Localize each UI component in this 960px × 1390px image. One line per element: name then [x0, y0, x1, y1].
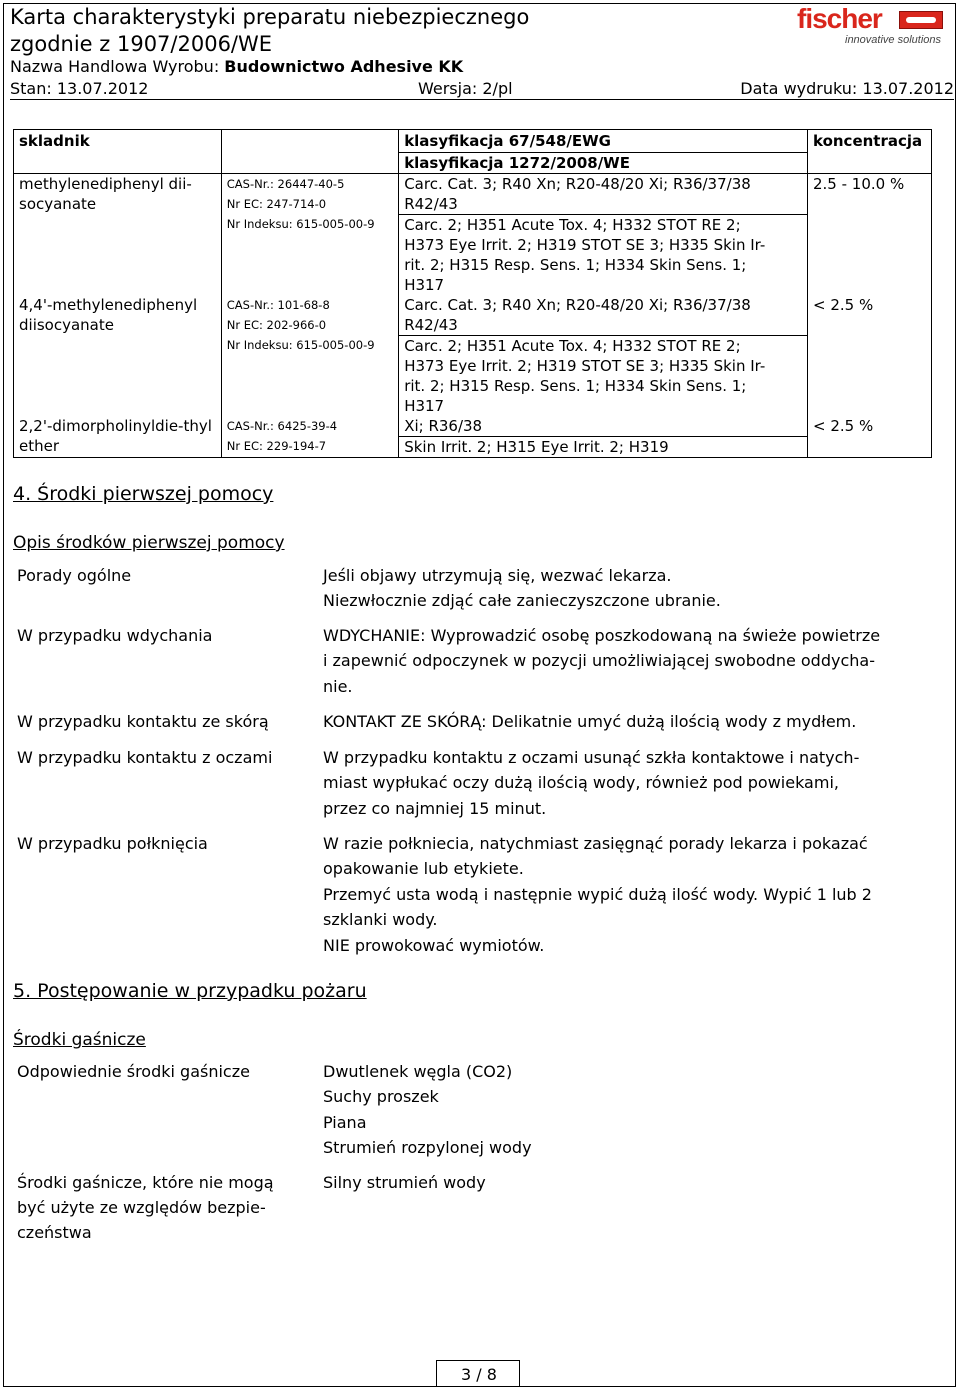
col-header-class2: klasyfikacja 1272/2008/WE [404, 154, 630, 172]
extinguishing-unsuitable-text [323, 1170, 933, 1195]
label-line: być użyte ze względów bezpie- [17, 1198, 266, 1217]
text-line: WDYCHANIE: Wyprowadzić osobę poszkodowaną na świeże powietrze [323, 626, 881, 645]
print-date: Data wydruku: 13.07.2012 [740, 79, 954, 98]
page-number: 3 / 8 [461, 1365, 497, 1384]
logo-wordmark: fischer [797, 3, 882, 34]
text-line: Niezwłocznie zdjąć całe zanieczyszczone ubranie. [323, 591, 721, 611]
section-5-title: 5. Postępowanie w przypadku pożaru [13, 980, 367, 1002]
class2-line: Skin Irrit. 2; H315 Eye Irrit. 2; H319 [404, 438, 669, 456]
text-line: opakowanie lub etykiete. [323, 859, 524, 879]
trade-name-value: Budownictwo Adhesive KK [224, 57, 464, 76]
first-aid-eyes-label: W przypadku kontaktu z oczami [17, 748, 273, 767]
section-5-subtitle: Środki gaśnicze [13, 1030, 146, 1050]
label-line: Środki gaśnicze, które nie mogą [17, 1173, 274, 1192]
component-ids [221, 416, 398, 458]
table-row [14, 416, 932, 458]
header-meta-row [10, 78, 954, 100]
text-line: Przemyć usta wodą i następnie wypić dużą ilość wody. Wypić 1 lub 2 [323, 884, 872, 904]
component-concentration: < 2.5 % [808, 416, 932, 458]
component-ids [221, 174, 398, 296]
class2-block [399, 335, 807, 416]
component-name: 2,2'-dimorpholinyldie-thyl ether [14, 416, 222, 458]
text-line: Jeśli objawy utrzymują się, wezwać lekarza. [323, 566, 672, 585]
class2-line: Carc. 2; H351 Acute Tox. 4; H332 STOT RE 2; [404, 216, 741, 234]
table-row [14, 174, 932, 296]
label-line: czeństwa [17, 1223, 92, 1242]
first-aid-skin-label: W przypadku kontaktu ze skórą [17, 712, 269, 731]
extinguishing-suitable-text [323, 1059, 933, 1161]
class2-block [399, 214, 807, 295]
class2-line: H317 [404, 276, 445, 294]
col-header-class1: klasyfikacja 67/548/EWG [399, 130, 807, 153]
class2-block [399, 436, 807, 457]
text-line: W przypadku kontaktu z oczami usunąć szkła kontaktowe i natych- [323, 748, 860, 767]
trade-name-label: Nazwa Handlowa Wyrobu: [10, 57, 220, 76]
class1-line: R42/43 [404, 316, 458, 334]
col-header-concentration: koncentracja [808, 130, 932, 174]
first-aid-ingestion-label: W przypadku połknięcia [17, 834, 208, 853]
logo-tagline: innovative solutions [845, 34, 942, 46]
class2-line: Carc. 2; H351 Acute Tox. 4; H332 STOT RE 2; [404, 337, 741, 355]
ec-number: Nr EC: 229-194-7 [226, 439, 327, 453]
class1-line: Carc. Cat. 3; R40 Xn; R20-48/20 Xi; R36/37/38 [404, 296, 751, 314]
text-line: Suchy proszek [323, 1087, 439, 1107]
first-aid-inhalation-text [323, 623, 933, 699]
text-line: Strumień rozpylonej wody [323, 1138, 532, 1158]
version: Wersja: 2/pl [418, 79, 513, 98]
text-line: szklanki wody. [323, 910, 438, 930]
component-classification [399, 295, 808, 416]
text-line: nie. [323, 676, 353, 696]
class2-line: H373 Eye Irrit. 2; H319 STOT SE 3; H335 Skin Ir- [404, 357, 766, 375]
col-header-classification [399, 130, 808, 174]
class2-line: rit. 2; H315 Resp. Sens. 1; H334 Skin Sens. 1; [404, 256, 747, 274]
first-aid-skin-text [323, 709, 933, 734]
ec-number: Nr EC: 202-966-0 [226, 318, 327, 332]
first-aid-ingestion-text [323, 831, 933, 958]
class1-line: R42/43 [404, 195, 458, 213]
table-header-row [14, 130, 932, 174]
component-concentration: 2.5 - 10.0 % [808, 174, 932, 296]
document-regulation: zgodnie z 1907/2006/WE [10, 32, 273, 56]
section-4-subtitle: Opis środków pierwszej pomocy [13, 533, 285, 553]
first-aid-inhalation-label: W przypadku wdychania [17, 626, 213, 645]
text-line: Silny strumień wody [323, 1173, 486, 1192]
extinguishing-unsuitable-label [17, 1170, 312, 1245]
page-number-box [436, 1360, 520, 1387]
cas-number: CAS-Nr.: 101-68-8 [226, 298, 330, 312]
document-title: Karta charakterystyki preparatu niebezpiecznego [10, 5, 530, 29]
class1-line: Xi; R36/38 [404, 417, 483, 435]
trade-name [10, 56, 463, 78]
class2-line: rit. 2; H315 Resp. Sens. 1; H334 Skin Sens. 1; [404, 377, 747, 395]
col-header-ids [221, 130, 398, 174]
text-line: przez co najmniej 15 minut. [323, 798, 547, 818]
class2-line: H317 [404, 397, 445, 415]
ec-number: Nr EC: 247-714-0 [226, 197, 327, 211]
status-date: Stan: 13.07.2012 [10, 79, 149, 98]
first-aid-general-text [323, 563, 933, 614]
fischer-logo [797, 4, 947, 48]
index-number: Nr Indeksu: 615-005-00-9 [226, 338, 375, 352]
component-concentration: < 2.5 % [808, 295, 932, 416]
text-line: NIE prowokować wymiotów. [323, 935, 545, 955]
cas-number: CAS-Nr.: 6425-39-4 [226, 419, 338, 433]
extinguishing-suitable-label: Odpowiednie środki gaśnicze [17, 1062, 250, 1081]
component-classification [399, 416, 808, 458]
text-line: Piana [323, 1112, 367, 1132]
section-4-title: 4. Środki pierwszej pomocy [13, 483, 274, 505]
first-aid-eyes-text [323, 745, 933, 821]
table-row [14, 295, 932, 416]
text-line: W razie połkniecia, natychmiast zasięgnąć porady lekarza i pokazać [323, 834, 868, 853]
component-ids [221, 295, 398, 416]
text-line: Dwutlenek węgla (CO2) [323, 1062, 513, 1081]
col-header-component: skladnik [14, 130, 222, 174]
cas-number: CAS-Nr.: 26447-40-5 [226, 177, 345, 191]
index-number: Nr Indeksu: 615-005-00-9 [226, 217, 375, 231]
text-line: i zapewnić odpoczynek w pozycji umożliwiającej swobodne oddycha- [323, 651, 875, 671]
component-name: methylenediphenyl dii-socyanate [14, 174, 222, 296]
class2-line: H373 Eye Irrit. 2; H319 STOT SE 3; H335 Skin Ir- [404, 236, 766, 254]
composition-table [13, 129, 932, 458]
first-aid-general-label: Porady ogólne [17, 566, 132, 585]
text-line: miast wypłukać oczy dużą ilością wody, również pod powiekami, [323, 773, 839, 793]
component-classification [399, 174, 808, 296]
text-line: KONTAKT ZE SKÓRĄ: Delikatnie umyć dużą ilością wody z mydłem. [323, 712, 857, 731]
class1-line: Carc. Cat. 3; R40 Xn; R20-48/20 Xi; R36/37/38 [404, 175, 751, 193]
component-name: 4,4'-methylenediphenyl diisocyanate [14, 295, 222, 416]
logo-badge-icon [899, 11, 943, 29]
